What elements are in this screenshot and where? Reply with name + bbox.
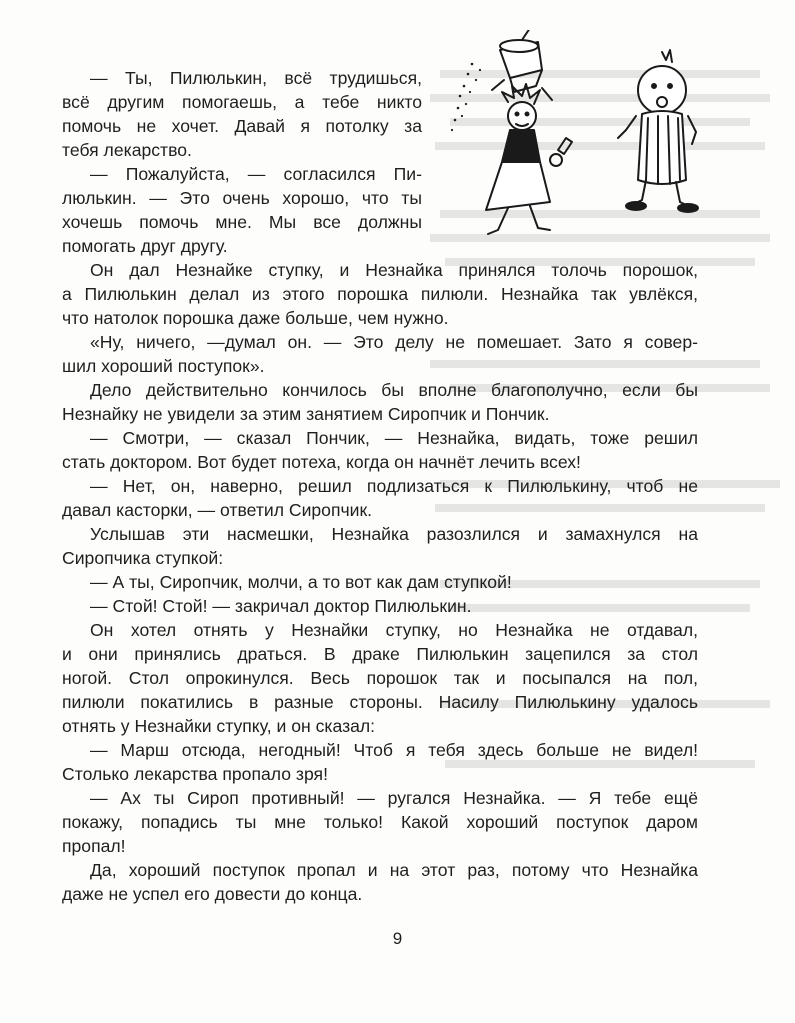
text-line: Незнайку не увидели за этим занятием Сиропчик и Пончик. bbox=[62, 404, 550, 424]
text-line: хочешь помочь мне. Мы все должны bbox=[62, 212, 422, 232]
page-number: 9 bbox=[392, 929, 403, 948]
text-line: Он дал Незнайке ступку, и Незнайка принялся толочь порошок, bbox=[90, 260, 698, 280]
text-line: что натолок порошка даже больше, чем нужно. bbox=[62, 308, 449, 328]
text-line: даже не успел его довести до конца. bbox=[62, 884, 363, 904]
text-line: Сиропчика ступкой: bbox=[62, 548, 224, 568]
text-line: всё другим помогаешь, а тебе никто bbox=[62, 92, 422, 112]
text-line: пропал! bbox=[62, 836, 126, 856]
text-line: Он хотел отнять у Незнайки ступку, но Незнайка не отдавал, bbox=[90, 620, 698, 640]
text-line: «Ну, ничего, —думал он. — Это делу не помешает. Зато я совер- bbox=[90, 332, 698, 352]
text-line: Да, хороший поступок пропал и на этот раз, потому что Незнайка bbox=[90, 860, 698, 880]
text-line: — Стой! Стой! — закричал доктор Пилюлькин. bbox=[90, 596, 472, 616]
text-line: ногой. Стол опрокинулся. Весь порошок так и посыпался на пол, bbox=[62, 668, 698, 688]
text-line: — Пожалуйста, — согласился Пи- bbox=[90, 164, 422, 184]
text-line: — А ты, Сиропчик, молчи, а то вот как дам ступкой! bbox=[90, 572, 512, 592]
text-line: тебя лекарство. bbox=[62, 140, 192, 160]
text-line: стать доктором. Вот будет потеха, когда он начнёт лечить всех! bbox=[62, 452, 581, 472]
text-line: люлькин. — Это очень хорошо, что ты bbox=[62, 188, 422, 208]
text-line: а Пилюлькин делал из этого порошка пилюли. Незнайка так увлёкся, bbox=[62, 284, 698, 304]
text-line: — Смотри, — сказал Пончик, — Незнайка, видать, тоже решил bbox=[90, 428, 698, 448]
text-line: и они принялись драться. В драке Пилюлькин зацепился за стол bbox=[62, 644, 698, 664]
body-text bbox=[62, 66, 698, 906]
text-line: помочь не хочет. Давай я потолку за bbox=[62, 116, 422, 136]
text-line: — Ты, Пилюлькин, всё трудишься, bbox=[90, 68, 422, 88]
text-line: помогать друг другу. bbox=[62, 236, 228, 256]
text-line: — Нет, он, наверно, решил подлизаться к Пилюлькину, чтоб не bbox=[90, 476, 698, 496]
text-line: пилюли покатились в разные стороны. Насилу Пилюлькину удалось bbox=[62, 692, 698, 712]
text-line: давал касторки, — ответил Сиропчик. bbox=[62, 500, 373, 520]
text-line: покажу, попадись ты мне только! Какой хороший поступок даром bbox=[62, 812, 698, 832]
text-line: Дело действительно кончилось бы вполне благополучно, если бы bbox=[90, 380, 698, 400]
text-line: — Ах ты Сироп противный! — ругался Незнайка. — Я тебе ещё bbox=[90, 788, 698, 808]
text-line: — Марш отсюда, негодный! Чтоб я тебя здесь больше не видел! bbox=[90, 740, 698, 760]
text-line: Столько лекарства пропало зря! bbox=[62, 764, 328, 784]
text-line: отнять у Незнайки ступку, и он сказал: bbox=[62, 716, 376, 736]
text-line: Услышав эти насмешки, Незнайка разозлился и замахнулся на bbox=[90, 524, 698, 544]
text-line: шил хороший поступок». bbox=[62, 356, 265, 376]
